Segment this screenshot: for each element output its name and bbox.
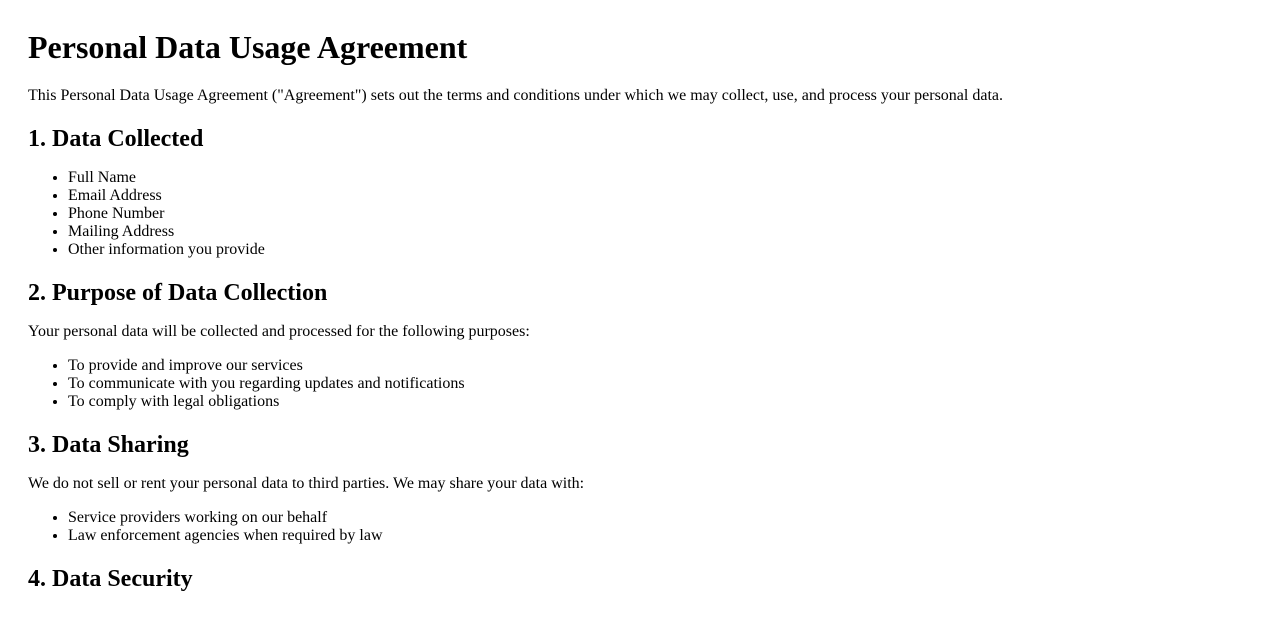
section-heading: 2. Purpose of Data Collection (28, 280, 328, 306)
list-item: • Law enforcement agencies when required by law (68, 527, 1250, 545)
list-item: • Full Name (68, 169, 1250, 187)
section-heading: 1. Data Collected (28, 126, 204, 152)
page-title: Personal Data Usage Agreement (28, 29, 468, 65)
section-purpose (28, 279, 1250, 411)
list-item: • To comply with legal obligations (68, 393, 1250, 411)
list-item: • Phone Number (68, 205, 1250, 223)
list-item: • Mailing Address (68, 223, 1250, 241)
section-heading: 4. Data Security (28, 566, 193, 592)
section-data-security (28, 565, 1250, 593)
section-data-sharing (28, 431, 1250, 545)
list-item: • To provide and improve our services (68, 357, 1250, 375)
section-text: We do not sell or rent your personal data to third parties. We may share your data with: (28, 475, 585, 492)
list-item: • Service providers working on our behalf (68, 509, 1250, 527)
intro-paragraph: This Personal Data Usage Agreement ("Agreement") sets out the terms and conditions under which we may collect, use, and process your personal data. (28, 87, 1003, 104)
purpose-list (28, 357, 1250, 411)
sharing-list (28, 509, 1250, 545)
section-text: Your personal data will be collected and processed for the following purposes: (28, 323, 530, 340)
section-heading: 3. Data Sharing (28, 432, 189, 458)
list-item: • To communicate with you regarding updates and notifications (68, 375, 1250, 393)
agreement-document (0, 29, 1278, 593)
data-collected-list (28, 169, 1250, 259)
section-data-collected (28, 125, 1250, 259)
list-item: • Other information you provide (68, 241, 1250, 259)
list-item: • Email Address (68, 187, 1250, 205)
